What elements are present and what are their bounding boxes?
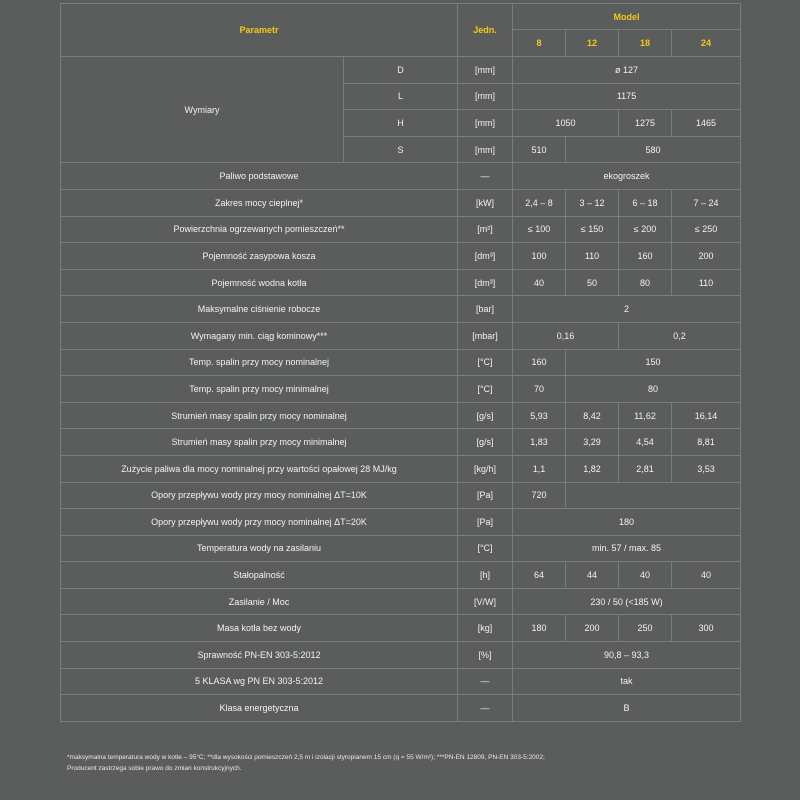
row-unit: [g/s]	[458, 402, 513, 429]
table-row	[61, 642, 741, 669]
dim-unit: [mm]	[458, 83, 513, 110]
row-value: 2,81	[619, 455, 672, 482]
table-row	[61, 455, 741, 482]
table-row	[61, 269, 741, 296]
footnote-line: *maksymalna temperatura wody w kotle – 95°C; **dla wysokości pomieszczeń 2,5 m i izolacji styropianem 15 cm (q = 55 W/m²); ***PN-EN 12809, PN-EN 303-5:2002;	[67, 754, 545, 761]
row-label: Powierzchnia ogrzewanych pomieszczeń**	[61, 216, 458, 243]
row-unit: [°C]	[458, 349, 513, 376]
table-row	[61, 376, 741, 403]
row-value: 160	[513, 349, 566, 376]
row-label: Sprawność PN-EN 303-5:2012	[61, 642, 458, 669]
row-value: 200	[566, 615, 619, 642]
row-label: Klasa energetyczna	[61, 695, 458, 722]
dim-sub: H	[344, 110, 458, 137]
row-unit: —	[458, 163, 513, 190]
row-value: 160	[619, 243, 672, 270]
row-label: 5 KLASA wg PN EN 303-5:2012	[61, 668, 458, 695]
dim-value: 1465	[672, 110, 741, 137]
row-label: Opory przepływu wody przy mocy nominalnej ΔT=10K	[61, 482, 458, 509]
model-8: 8	[513, 30, 566, 57]
dimensions-label: Wymiary	[61, 57, 344, 163]
row-label: Opory przepływu wody przy mocy nominalnej ΔT=20K	[61, 509, 458, 536]
row-unit: [°C]	[458, 535, 513, 562]
footnotes	[67, 752, 747, 774]
row-value: B	[513, 695, 741, 722]
row-label: Zużycie paliwa dla mocy nominalnej przy wartości opałowej 28 MJ/kg	[61, 455, 458, 482]
row-value: 40	[513, 269, 566, 296]
row-value: 80	[566, 376, 741, 403]
row-value: 250	[619, 615, 672, 642]
row-value: 5,93	[513, 402, 566, 429]
row-value: 110	[672, 269, 741, 296]
row-value: 11,62	[619, 402, 672, 429]
row-value: 64	[513, 562, 566, 589]
dim-unit: [mm]	[458, 57, 513, 84]
row-value: 90,8 – 93,3	[513, 642, 741, 669]
row-value: 44	[566, 562, 619, 589]
dim-sub: D	[344, 57, 458, 84]
row-value: 300	[672, 615, 741, 642]
table-row	[61, 243, 741, 270]
row-label: Stałopalność	[61, 562, 458, 589]
row-unit: [kg/h]	[458, 455, 513, 482]
row-label: Temperatura wody na zasilaniu	[61, 535, 458, 562]
dim-value: 1050	[513, 110, 619, 137]
row-unit: [V/W]	[458, 588, 513, 615]
row-value: 2	[513, 296, 741, 323]
row-value: 200	[672, 243, 741, 270]
spec-table-wrapper	[60, 3, 740, 722]
row-label: Pojemność zasypowa kosza	[61, 243, 458, 270]
row-label: Pojemność wodna kotła	[61, 269, 458, 296]
row-value: 110	[566, 243, 619, 270]
header-model: Model	[513, 4, 741, 30]
dim-value: 510	[513, 136, 566, 163]
table-row	[61, 296, 741, 323]
row-value: ekogroszek	[513, 163, 741, 190]
row-value: 180	[513, 509, 741, 536]
footnote-line: Producent zastrzega sobie prawo do zmian konstrukcyjnych.	[67, 765, 242, 772]
row-unit: [h]	[458, 562, 513, 589]
dim-value: 580	[566, 136, 741, 163]
row-value: 8,42	[566, 402, 619, 429]
row-value: 1,1	[513, 455, 566, 482]
row-unit: —	[458, 695, 513, 722]
row-label: Zasilanie / Moc	[61, 588, 458, 615]
table-row	[61, 322, 741, 349]
row-value: 0,16	[513, 322, 619, 349]
row-value: 1,83	[513, 429, 566, 456]
table-row	[61, 695, 741, 722]
row-value: 50	[566, 269, 619, 296]
row-value: 150	[566, 349, 741, 376]
table-row	[61, 402, 741, 429]
dim-unit: [mm]	[458, 110, 513, 137]
row-label: Zakres mocy cieplnej*	[61, 189, 458, 216]
table-row	[61, 562, 741, 589]
row-unit: [Pa]	[458, 509, 513, 536]
row-value: 70	[513, 376, 566, 403]
row-value: 1,82	[566, 455, 619, 482]
row-value	[566, 482, 741, 509]
header-row	[61, 4, 741, 30]
row-value: tak	[513, 668, 741, 695]
header-param: Parametr	[61, 4, 458, 57]
row-value: 16,14	[672, 402, 741, 429]
row-unit: [dm³]	[458, 243, 513, 270]
row-unit: [%]	[458, 642, 513, 669]
row-value: ≤ 250	[672, 216, 741, 243]
row-unit: [°C]	[458, 376, 513, 403]
row-label: Maksymalne ciśnienie robocze	[61, 296, 458, 323]
dim-unit: [mm]	[458, 136, 513, 163]
table-row	[61, 588, 741, 615]
table-row	[61, 482, 741, 509]
row-unit: [dm³]	[458, 269, 513, 296]
header-unit: Jedn.	[458, 4, 513, 57]
spec-table	[60, 3, 741, 722]
row-value: 230 / 50 (<185 W)	[513, 588, 741, 615]
row-unit: [kg]	[458, 615, 513, 642]
table-row	[61, 615, 741, 642]
row-unit: [mbar]	[458, 322, 513, 349]
row-unit: [kW]	[458, 189, 513, 216]
table-row	[61, 163, 741, 190]
dim-sub: S	[344, 136, 458, 163]
model-18: 18	[619, 30, 672, 57]
row-value: 3 – 12	[566, 189, 619, 216]
row-label: Strumień masy spalin przy mocy nominalnej	[61, 402, 458, 429]
table-row	[61, 216, 741, 243]
row-label: Paliwo podstawowe	[61, 163, 458, 190]
dim-value: 1175	[513, 83, 741, 110]
dim-value: 1275	[619, 110, 672, 137]
row-unit: [m²]	[458, 216, 513, 243]
model-24: 24	[672, 30, 741, 57]
row-value: 720	[513, 482, 566, 509]
row-value: 3,53	[672, 455, 741, 482]
row-unit: —	[458, 668, 513, 695]
row-value: ≤ 100	[513, 216, 566, 243]
table-row	[61, 189, 741, 216]
row-value: 100	[513, 243, 566, 270]
row-value: 0,2	[619, 322, 741, 349]
model-12: 12	[566, 30, 619, 57]
row-label: Masa kotła bez wody	[61, 615, 458, 642]
table-row	[61, 429, 741, 456]
row-value: 180	[513, 615, 566, 642]
row-value: 40	[619, 562, 672, 589]
row-label: Temp. spalin przy mocy nominalnej	[61, 349, 458, 376]
row-unit: [bar]	[458, 296, 513, 323]
table-row	[61, 509, 741, 536]
row-value: 6 – 18	[619, 189, 672, 216]
row-value: 3,29	[566, 429, 619, 456]
table-row	[61, 57, 741, 84]
row-value: 2,4 – 8	[513, 189, 566, 216]
dim-sub: L	[344, 83, 458, 110]
table-row	[61, 535, 741, 562]
row-value: ≤ 150	[566, 216, 619, 243]
row-value: 7 – 24	[672, 189, 741, 216]
row-unit: [g/s]	[458, 429, 513, 456]
row-value: 40	[672, 562, 741, 589]
table-row	[61, 349, 741, 376]
table-row	[61, 668, 741, 695]
row-label: Strumień masy spalin przy mocy minimalnej	[61, 429, 458, 456]
row-value: 4,54	[619, 429, 672, 456]
dim-value: ø 127	[513, 57, 741, 84]
row-label: Wymagany min. ciąg kominowy***	[61, 322, 458, 349]
row-value: min. 57 / max. 85	[513, 535, 741, 562]
row-label: Temp. spalin przy mocy minimalnej	[61, 376, 458, 403]
row-value: ≤ 200	[619, 216, 672, 243]
row-unit: [Pa]	[458, 482, 513, 509]
row-value: 8,81	[672, 429, 741, 456]
row-value: 80	[619, 269, 672, 296]
